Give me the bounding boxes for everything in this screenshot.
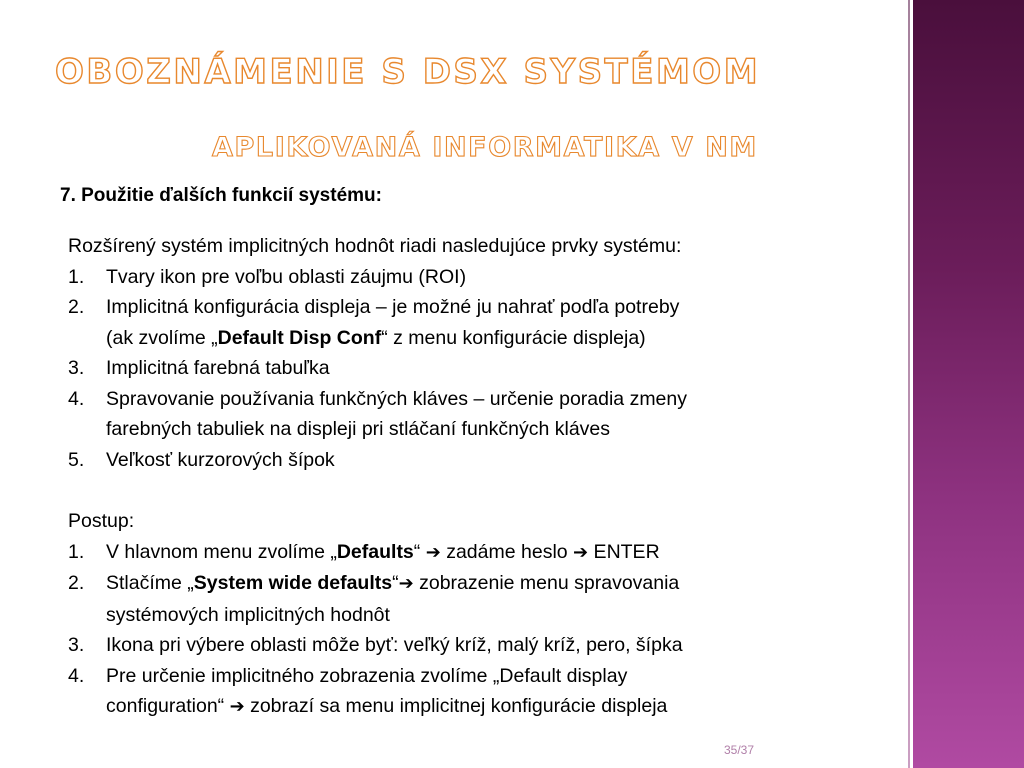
list-item bbox=[68, 630, 898, 661]
features-list bbox=[68, 262, 898, 476]
list-item-text: ENTER bbox=[588, 540, 660, 563]
list-number: 3. bbox=[68, 634, 85, 656]
list-item bbox=[68, 445, 898, 476]
list-item-text: Veľkosť kurzorových šípok bbox=[106, 448, 335, 471]
arrow-right-icon: ➔ bbox=[229, 696, 245, 717]
slide-title: OBOZNÁMENIE S DSX SYSTÉMOM bbox=[55, 52, 761, 92]
bold-term: Defaults bbox=[336, 540, 414, 563]
bold-term: Default Disp Conf bbox=[217, 326, 382, 349]
list-item bbox=[68, 568, 898, 630]
list-item bbox=[68, 262, 898, 293]
list-number: 3. bbox=[68, 357, 85, 379]
list-item bbox=[68, 292, 898, 353]
list-item-text: “ z menu konfigurácie displeja) bbox=[381, 326, 646, 349]
list-item-text: farebných tabuliek na displeji pri stláčaní funkčných kláves bbox=[106, 418, 611, 440]
list-item-text: Implicitná farebná tabuľka bbox=[106, 357, 330, 379]
list-number: 5. bbox=[68, 448, 85, 471]
list-item bbox=[68, 384, 898, 445]
list-item-text: Tvary ikon pre voľbu oblasti záujmu (ROI) bbox=[106, 265, 467, 288]
decorative-sidebar bbox=[913, 0, 1024, 768]
arrow-right-icon: ➔ bbox=[425, 541, 441, 563]
page-number: 35/37 bbox=[724, 743, 755, 757]
list-item-text: “ bbox=[392, 572, 399, 594]
list-item-text: zadáme heslo bbox=[440, 540, 574, 563]
postup-label: Postup: bbox=[68, 510, 135, 532]
steps-list bbox=[68, 537, 898, 723]
list-item-text: systémových implicitných hodnôt bbox=[106, 603, 390, 626]
intro-text: Rozšírený systém implicitných hodnôt riadi nasledujúce prvky systému: bbox=[68, 235, 682, 257]
list-item-text: configuration“ bbox=[106, 695, 230, 717]
list-item-text: Pre určenie implicitného zobrazenia zvolíme „Default display bbox=[106, 664, 628, 687]
list-item-text: “ bbox=[413, 540, 426, 563]
list-number: 4. bbox=[68, 387, 85, 410]
list-item-text: zobrazí sa menu implicitnej konfigurácie displeja bbox=[244, 695, 668, 717]
list-number: 2. bbox=[68, 572, 85, 594]
list-number: 1. bbox=[68, 540, 85, 563]
list-item-text: zobrazenie menu spravovania bbox=[413, 572, 680, 594]
list-item bbox=[68, 353, 898, 384]
arrow-right-icon: ➔ bbox=[573, 541, 589, 563]
sidebar-divider bbox=[908, 0, 910, 768]
list-item-text: Ikona pri výbere oblasti môže byť: veľký kríž, malý kríž, pero, šípka bbox=[106, 634, 683, 656]
list-number: 2. bbox=[68, 296, 85, 318]
list-item-text: V hlavnom menu zvolíme „ bbox=[106, 540, 337, 563]
list-item bbox=[68, 661, 898, 723]
bold-term: System wide defaults bbox=[193, 572, 393, 594]
slide-content bbox=[68, 231, 898, 723]
arrow-right-icon: ➔ bbox=[398, 573, 414, 594]
slide-subtitle: APLIKOVANÁ INFORMATIKA V NM bbox=[212, 132, 758, 163]
list-item-text: Spravovanie používania funkčných kláves – určenie poradia zmeny bbox=[106, 387, 688, 410]
list-number: 4. bbox=[68, 664, 85, 687]
section-heading: 7. Použitie ďalších funkcií systému: bbox=[60, 185, 382, 206]
list-item-text: Stlačíme „ bbox=[106, 572, 194, 594]
list-item-text: (ak zvolíme „ bbox=[106, 326, 218, 349]
list-item bbox=[68, 537, 898, 569]
list-item-text: Implicitná konfigurácia displeja – je možné ju nahrať podľa potreby bbox=[106, 296, 680, 318]
list-number: 1. bbox=[68, 265, 85, 288]
